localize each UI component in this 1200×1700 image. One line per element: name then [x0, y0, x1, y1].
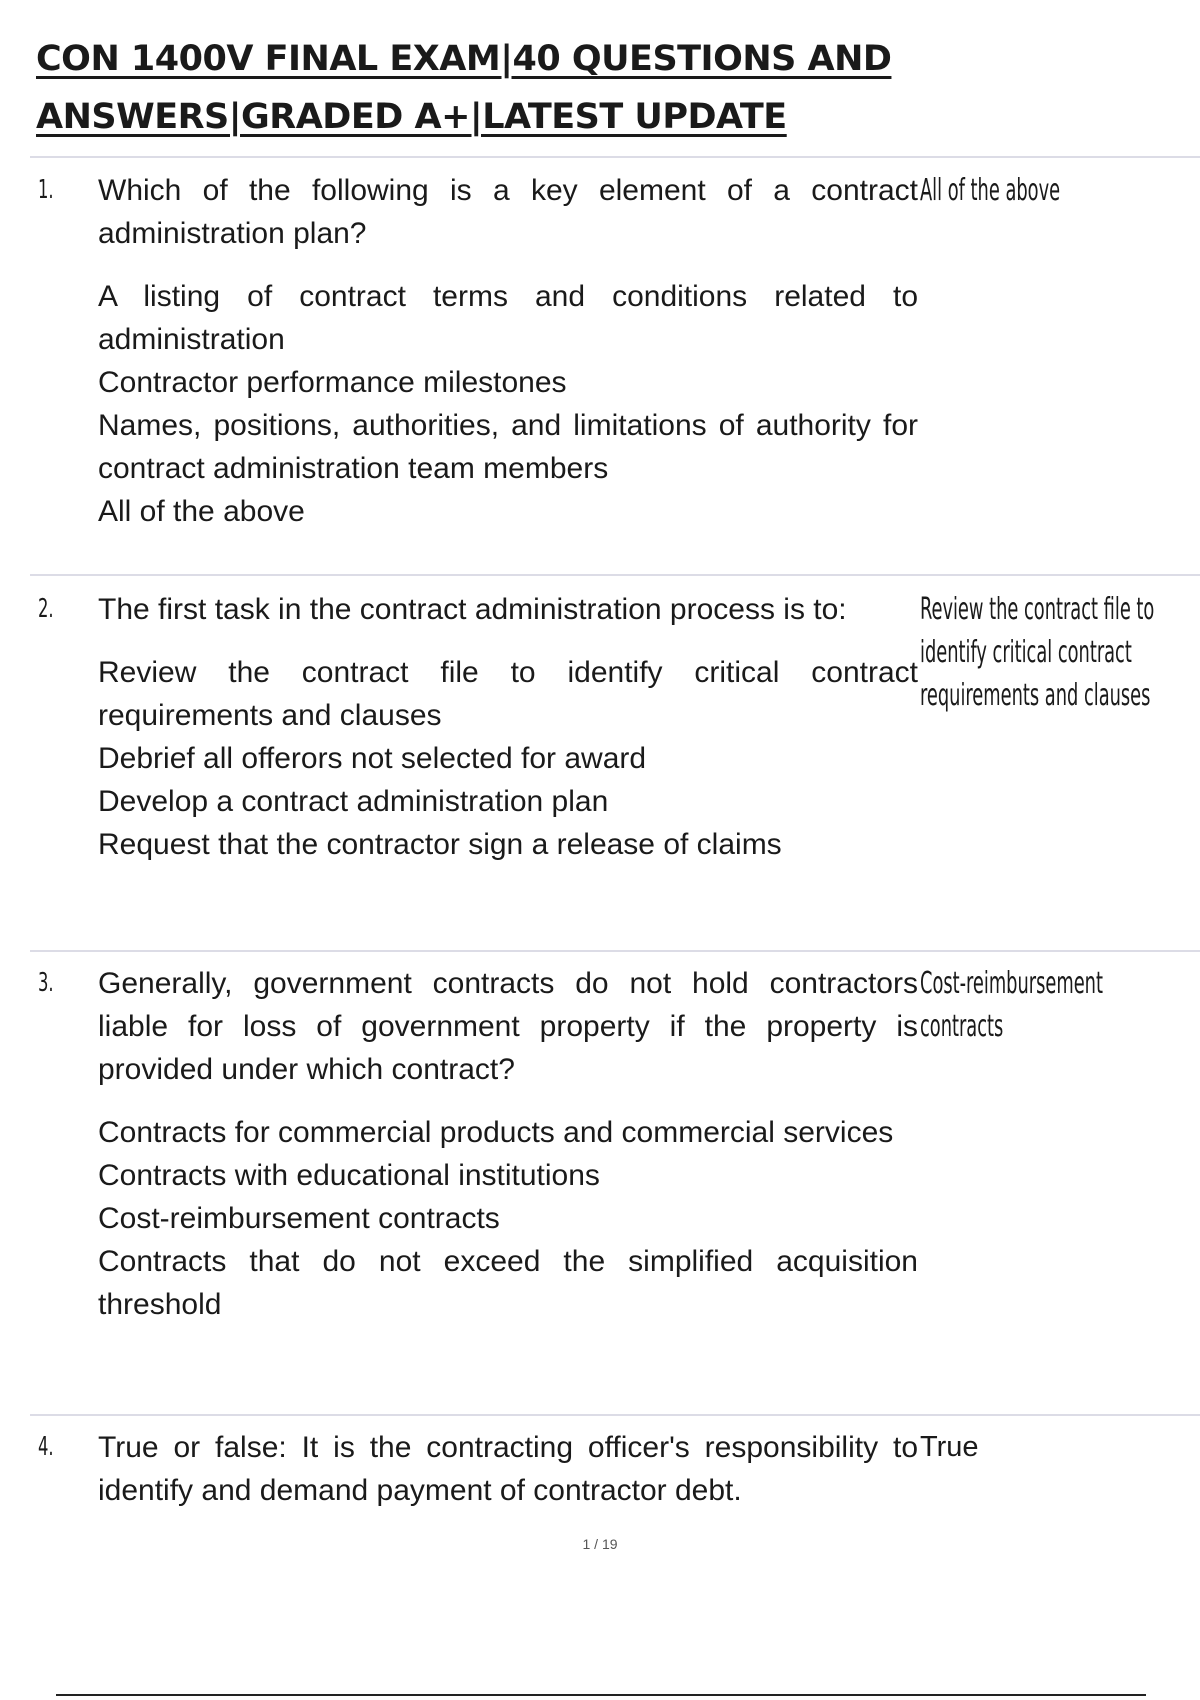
question-prompt: True or false: It is the contracting officer's responsibility to identify and demand payment of contractor debt.	[98, 1431, 918, 1507]
question-option: A listing of contract terms and conditions related to administration	[98, 280, 918, 356]
answer-text: True	[920, 1431, 979, 1463]
question-text	[98, 169, 918, 533]
question-prompt: Which of the following is a key element of a contract administration plan?	[98, 174, 918, 250]
divider	[30, 950, 1200, 952]
question-option: Review the contract file to identify critical contract requirements and clauses	[98, 656, 918, 732]
question-option: Contracts for commercial products and commercial services	[98, 1116, 894, 1149]
question-text	[98, 588, 918, 866]
question-option: Contracts with educational institutions	[98, 1159, 600, 1192]
question-prompt: The first task in the contract administration process is to:	[98, 593, 847, 626]
question-option: Develop a contract administration plan	[98, 785, 609, 818]
footer-divider	[56, 1694, 1146, 1696]
question-prompt: Generally, government contracts do not hold contractors liable for loss of government property if the property is provided under which contract?	[98, 967, 918, 1086]
question-number: 2.	[38, 594, 54, 624]
answer-text: All of the above	[920, 173, 1061, 208]
answer-text: Cost-reimbursement contracts	[920, 966, 1103, 1044]
answer-text: Review the contract file to identify critical contract requirements and clauses	[920, 592, 1155, 713]
divider	[30, 156, 1200, 158]
question-text	[98, 1426, 918, 1512]
question-option: Contractor performance milestones	[98, 366, 567, 399]
divider	[30, 1414, 1200, 1416]
question-number: 1.	[38, 175, 54, 205]
question-option: Request that the contractor sign a release of claims	[98, 828, 782, 861]
document-title: CON 1400V FINAL EXAM|40 QUESTIONS AND ANSWERS|GRADED A+|LATEST UPDATE	[36, 39, 892, 137]
question-option: Contracts that do not exceed the simplified acquisition threshold	[98, 1245, 918, 1321]
page-number: 1 / 19	[582, 1536, 618, 1552]
question-number: 3.	[38, 968, 54, 998]
question-option: Names, positions, authorities, and limitations of authority for contract administration team members	[98, 409, 918, 485]
question-option: Debrief all offerors not selected for award	[98, 742, 647, 775]
question-number: 4.	[38, 1432, 54, 1462]
question-text	[98, 962, 918, 1326]
question-option: All of the above	[98, 495, 305, 528]
question-option: Cost-reimbursement contracts	[98, 1202, 500, 1235]
divider	[30, 574, 1200, 576]
